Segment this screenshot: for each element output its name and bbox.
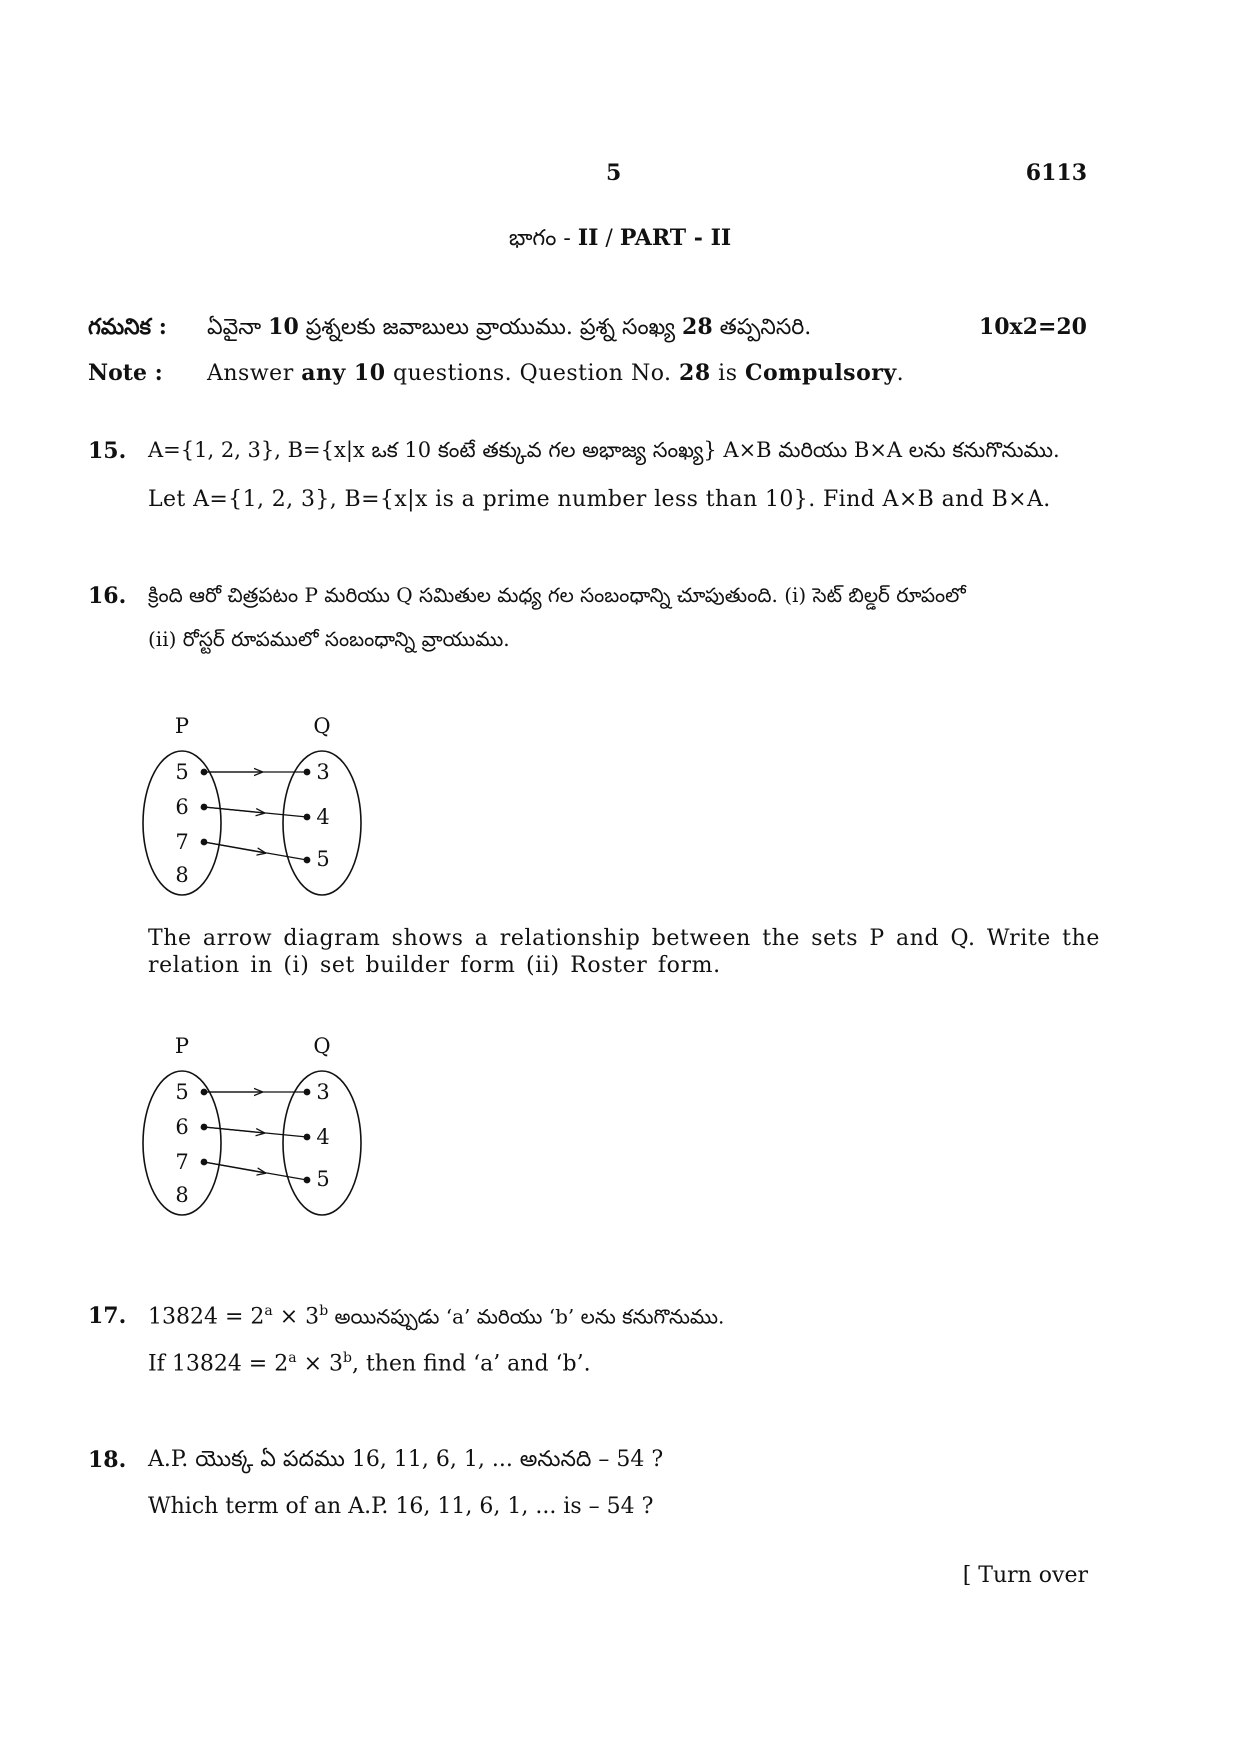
q-element-4: 4 — [316, 805, 330, 829]
note-en-mid: questions. Question No. — [385, 361, 680, 386]
marks-label: 10x2=20 — [978, 314, 1087, 340]
note-en-label: Note : — [88, 360, 163, 386]
p-element-7: 7 — [175, 830, 189, 854]
q17-en-exp-b: b — [343, 1350, 352, 1366]
part-heading-te: భాగం — [508, 226, 557, 251]
q17-te-pre: 13824 = 2 — [148, 1304, 265, 1330]
q-element-3: 3 — [316, 760, 330, 784]
set-p-label: P — [174, 714, 190, 738]
part-heading-sep1: - — [556, 226, 578, 251]
paper-code: 6113 — [1025, 160, 1087, 186]
note-te-label: గమనిక : — [88, 314, 167, 340]
arrow-6-to-4-head — [204, 1127, 264, 1133]
note-en-end: . — [896, 361, 905, 386]
q17-en-mid: × 3 — [296, 1351, 344, 1377]
q16-number: 16. — [88, 583, 127, 609]
q18-text-te: A.P. యొక్క ఏ పదము 16, 11, 6, 1, ... అనునది – 54 ? — [148, 1447, 664, 1472]
q17-en-pre: If 13824 = 2 — [148, 1351, 289, 1377]
p-element-8: 8 — [175, 1183, 189, 1207]
p-element-8: 8 — [175, 863, 189, 887]
part-heading-sep2: / — [598, 226, 620, 251]
q-element-4: 4 — [316, 1125, 330, 1149]
note-en-any: any 10 — [301, 360, 386, 386]
p-element-7: 7 — [175, 1150, 189, 1174]
arrow-6-to-4-head — [204, 807, 264, 813]
q-element-5: 5 — [316, 847, 330, 871]
note-te-mid: ప్రశ్నలకు జవాబులు వ్రాయుము. ప్రశ్న సంఖ్య — [298, 315, 683, 340]
part-heading-roman: II — [577, 225, 599, 251]
set-q-label: Q — [313, 1034, 331, 1058]
q17-te-post: అయినప్పుడు ‘a’ మరియు ‘b’ లను కనుగొనుము. — [328, 1304, 725, 1329]
note-en-qno: 28 — [679, 360, 711, 386]
note-en-compulsory: Compulsory — [744, 360, 897, 386]
arrow-diagram-en — [140, 1030, 380, 1230]
q17-number: 17. — [88, 1303, 127, 1329]
note-te-count: 10 — [268, 314, 299, 340]
arrow-diagram-te — [140, 710, 380, 910]
note-te-pre: ఏవైనా — [207, 315, 269, 340]
p-element-5: 5 — [175, 1080, 189, 1104]
q17-te-exp-a: a — [264, 1303, 273, 1319]
turn-over-label: [ Turn over — [962, 1563, 1088, 1588]
q16-text-en: The arrow diagram shows a relationship between the sets P and Q. Write the relation in (i) set builder form (ii) Roster form. — [148, 926, 1100, 978]
q16-text-te-line2: (ii) రోస్టర్ రూపములో సంబంధాన్ని వ్రాయుము. — [148, 627, 510, 651]
note-en-text — [207, 360, 904, 386]
note-te-post: తప్పనిసరి. — [712, 315, 812, 340]
q15-text-en: Let A={1, 2, 3}, B={x|x is a prime number less than 10}. Find A×B and B×A. — [148, 487, 1051, 512]
q18-text-en: Which term of an A.P. 16, 11, 6, 1, ... is – 54 ? — [148, 1494, 654, 1519]
note-te-qno: 28 — [682, 314, 713, 340]
arrow-7-to-5-head — [204, 842, 265, 853]
set-q-label: Q — [313, 714, 331, 738]
q-element-3: 3 — [316, 1080, 330, 1104]
q18-number: 18. — [88, 1447, 127, 1473]
p-element-5: 5 — [175, 760, 189, 784]
q17-en-exp-a: a — [288, 1350, 297, 1366]
q17-en-post: , then find ‘a’ and ‘b’. — [351, 1351, 591, 1377]
q17-text-en — [148, 1350, 591, 1376]
set-p-label: P — [174, 1034, 190, 1058]
arrow-7-to-5-head — [204, 1162, 265, 1173]
p-element-6: 6 — [175, 795, 189, 819]
note-en-is: is — [710, 361, 745, 386]
q16-text-te-line1: క్రింది ఆరో చిత్రపటం P మరియు Q సమితుల మధ్య గల సంబంధాన్ని చూపుతుంది. (i) సెట్ బిల్డర్ రూపంలో — [148, 583, 966, 607]
page-number: 5 — [606, 160, 622, 186]
q17-text-te — [148, 1303, 724, 1333]
q15-number: 15. — [88, 438, 127, 464]
q15-text-te: A={1, 2, 3}, B={x|x ఒక 10 కంటే తక్కువ గల అభాజ్య సంఖ్య} A×B మరియు B×A లను కనుగొనుము. — [148, 438, 1060, 462]
p-element-6: 6 — [175, 1115, 189, 1139]
note-te-text — [207, 314, 811, 345]
q17-te-exp-b: b — [319, 1303, 329, 1319]
q-element-5: 5 — [316, 1167, 330, 1191]
part-heading — [0, 225, 1240, 256]
note-en-pre: Answer — [207, 361, 302, 386]
part-heading-en: PART - II — [619, 225, 732, 251]
q17-te-mid: × 3 — [272, 1304, 320, 1330]
